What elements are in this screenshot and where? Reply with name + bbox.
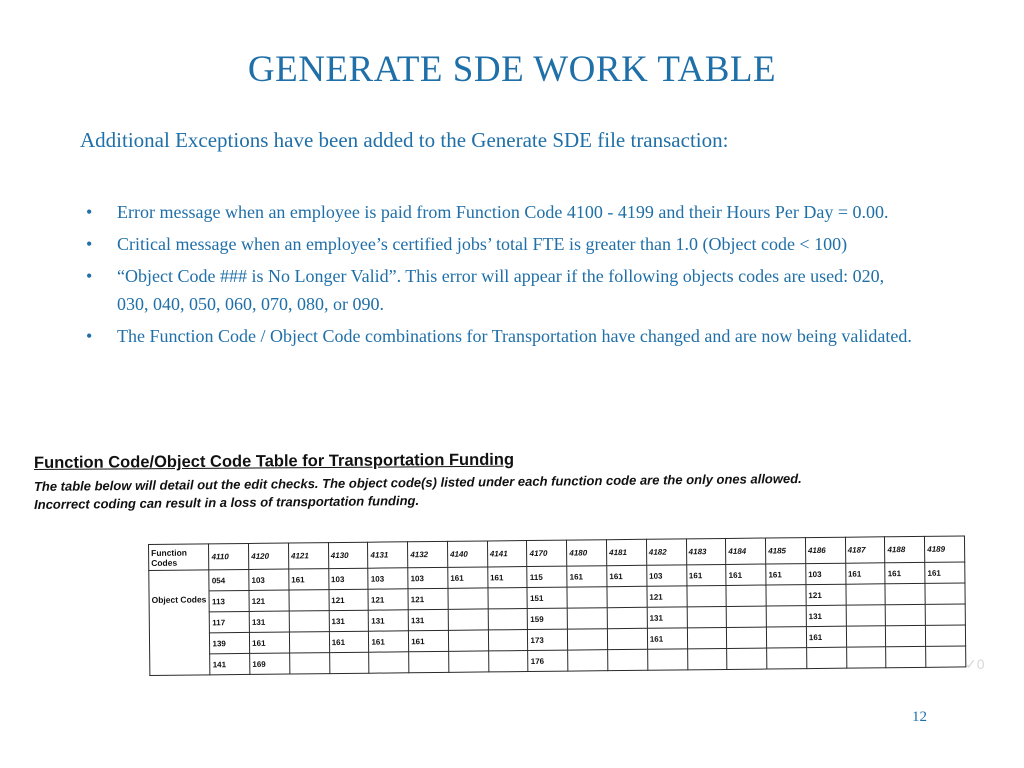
object-code-cell: 103 [368,568,408,589]
object-code-cell: 161 [409,630,449,651]
function-code-cell: 4186 [805,537,845,563]
scan-description-line: Incorrect coding can result in a loss of transportation funding. [34,492,420,512]
object-code-cell: 161 [289,569,329,590]
object-code-cell [727,627,767,648]
object-code-cell [846,647,886,668]
object-code-cell [289,590,329,611]
object-code-cell [607,607,647,628]
object-code-cell: 141 [210,653,250,674]
object-code-cell: 131 [647,607,687,628]
intro-text: Additional Exceptions have been added to the Generate SDE file transaction: [80,128,729,152]
object-code-cell: 151 [527,587,567,608]
object-code-cell [806,647,846,668]
object-code-cell: 117 [210,611,250,632]
bullet-text: Error message when an employee is paid from Function Code 4100 - 4199 and their Hours Per Day = 0.00. [117,202,889,222]
object-code-cell [726,606,766,627]
function-code-cell: 4184 [726,538,766,564]
function-code-cell: 4110 [209,543,249,569]
function-code-cell: 4180 [567,540,607,566]
bullet-item [80,322,920,350]
object-code-cell [846,584,886,605]
object-code-cell: 103 [249,569,289,590]
function-code-cell: 4131 [368,542,408,568]
object-code-cell: 103 [328,568,368,589]
object-code-cell: 176 [528,650,568,671]
object-code-cell [926,625,966,646]
object-code-cell [687,606,727,627]
object-code-cell [925,604,965,625]
object-code-cell: 121 [408,588,448,609]
object-code-cell [647,649,687,670]
object-codes-label: Object Codes [149,570,211,676]
object-code-cell [766,585,806,606]
object-code-cell: 131 [408,609,448,630]
object-code-cell [448,588,488,609]
function-code-cell: 4132 [408,541,448,567]
bullet-text: Critical message when an employee’s certified jobs’ total FTE is greater than 1.0 (Object code < 100) [117,234,848,254]
object-code-cell: 161 [329,631,369,652]
function-code-cell: 4130 [328,542,368,568]
page-number: 12 [912,709,927,725]
object-code-cell [766,627,806,648]
function-code-cell: 4140 [447,541,487,567]
object-code-cell [926,646,966,667]
object-code-cell: 103 [408,567,448,588]
object-code-cell [846,605,886,626]
object-code-cell [409,651,449,672]
scan-description [34,470,802,514]
object-code-cell [448,630,488,651]
object-code-cell [767,648,807,669]
object-code-cell [687,627,727,648]
function-code-cell: 4120 [249,543,289,569]
bullet-marker: • [86,326,93,346]
object-code-cell [488,630,528,651]
function-code-cell: 4182 [646,539,686,565]
bullet-item [80,230,920,258]
function-code-cell: 4181 [606,539,646,565]
object-code-cell: 103 [806,563,846,584]
object-code-cell: 169 [250,653,290,674]
bullet-item [80,198,920,226]
object-code-cell [448,609,488,630]
object-code-cell: 054 [209,569,249,590]
object-code-cell: 161 [806,626,846,647]
object-code-cell [886,646,926,667]
object-code-cell: 161 [607,565,647,586]
object-code-cell [607,628,647,649]
object-code-cell: 103 [647,565,687,586]
function-object-table-wrapper [148,535,966,676]
function-object-table [148,535,966,676]
function-code-cell: 4187 [845,537,885,563]
object-code-cell [885,583,925,604]
function-code-cell: 4189 [925,536,965,562]
object-code-cell: 131 [329,610,369,631]
scan-title: Function Code/Object Code Table for Transportation Funding [33,450,515,472]
bullet-text: “Object Code ### is No Longer Valid”. This error will appear if the following objects codes are used: 020, 030, 040, 050, 060, 070, 080, or 090. [117,266,885,314]
object-code-cell [567,608,607,629]
object-code-cell [449,651,489,672]
object-code-cell: 161 [369,631,409,652]
object-code-cell: 161 [885,562,925,583]
object-code-cell: 161 [766,564,806,585]
function-code-cell: 4170 [527,540,567,566]
bullet-marker: • [86,234,93,254]
object-code-cell: 139 [210,632,250,653]
object-code-cell [290,653,330,674]
object-code-cell: 161 [567,566,607,587]
object-code-cell [846,626,886,647]
object-code-cell [369,652,409,673]
object-code-cell: 131 [806,605,846,626]
object-code-cell: 121 [249,590,289,611]
object-code-cell: 161 [925,562,965,583]
scan-description-line: The table below will detail out the edit checks. The object code(s) listed under each function code are the only ones allowed. [33,470,802,495]
object-code-cell [567,587,607,608]
function-code-cell: 4121 [288,543,328,569]
object-code-cell: 121 [368,589,408,610]
function-code-cell: 4141 [487,541,527,567]
bullet-marker: • [86,202,93,222]
object-code-cell: 161 [250,632,290,653]
object-code-cell: 159 [528,608,568,629]
object-code-cell [687,648,727,669]
object-code-cell [488,609,528,630]
object-code-cell: 161 [448,567,488,588]
object-code-cell [329,652,369,673]
object-code-cell [488,588,528,609]
bullet-text: The Function Code / Object Code combinations for Transportation have changed and are now being validated. [117,326,912,346]
object-code-cell [766,606,806,627]
object-code-cell: 115 [527,566,567,587]
function-codes-label: Function Codes [149,544,210,571]
object-code-cell: 121 [329,589,369,610]
function-code-cell: 4185 [766,538,806,564]
exceptions-list [80,198,920,354]
scanned-table-image [30,448,985,693]
object-code-cell [726,585,766,606]
object-code-cell: 113 [209,590,249,611]
object-code-cell [568,629,608,650]
object-code-cell [686,585,726,606]
object-code-cell [289,611,329,632]
object-code-cell [727,648,767,669]
object-code-cell: 131 [369,610,409,631]
object-code-cell: 121 [647,586,687,607]
object-code-cell [608,649,648,670]
object-code-cell: 161 [647,628,687,649]
object-code-cell [289,632,329,653]
object-code-cell [886,604,926,625]
object-code-cell [607,586,647,607]
object-code-cell: 161 [845,563,885,584]
object-code-cell [886,625,926,646]
object-code-cell: 161 [487,567,527,588]
bullet-item [80,262,920,318]
object-code-cell: 121 [806,584,846,605]
object-code-cell [925,583,965,604]
function-code-cell: 4188 [885,536,925,562]
object-code-cell [568,650,608,671]
bullet-marker: • [86,266,93,286]
slide-title: GENERATE SDE WORK TABLE [247,49,777,90]
object-code-cell: 161 [686,564,726,585]
object-code-cell: 173 [528,629,568,650]
function-code-cell: 4183 [686,538,726,564]
object-code-cell: 161 [726,564,766,585]
margin-mark: ✓0 [965,656,985,672]
object-code-cell [488,651,528,672]
object-code-cell: 131 [249,611,289,632]
